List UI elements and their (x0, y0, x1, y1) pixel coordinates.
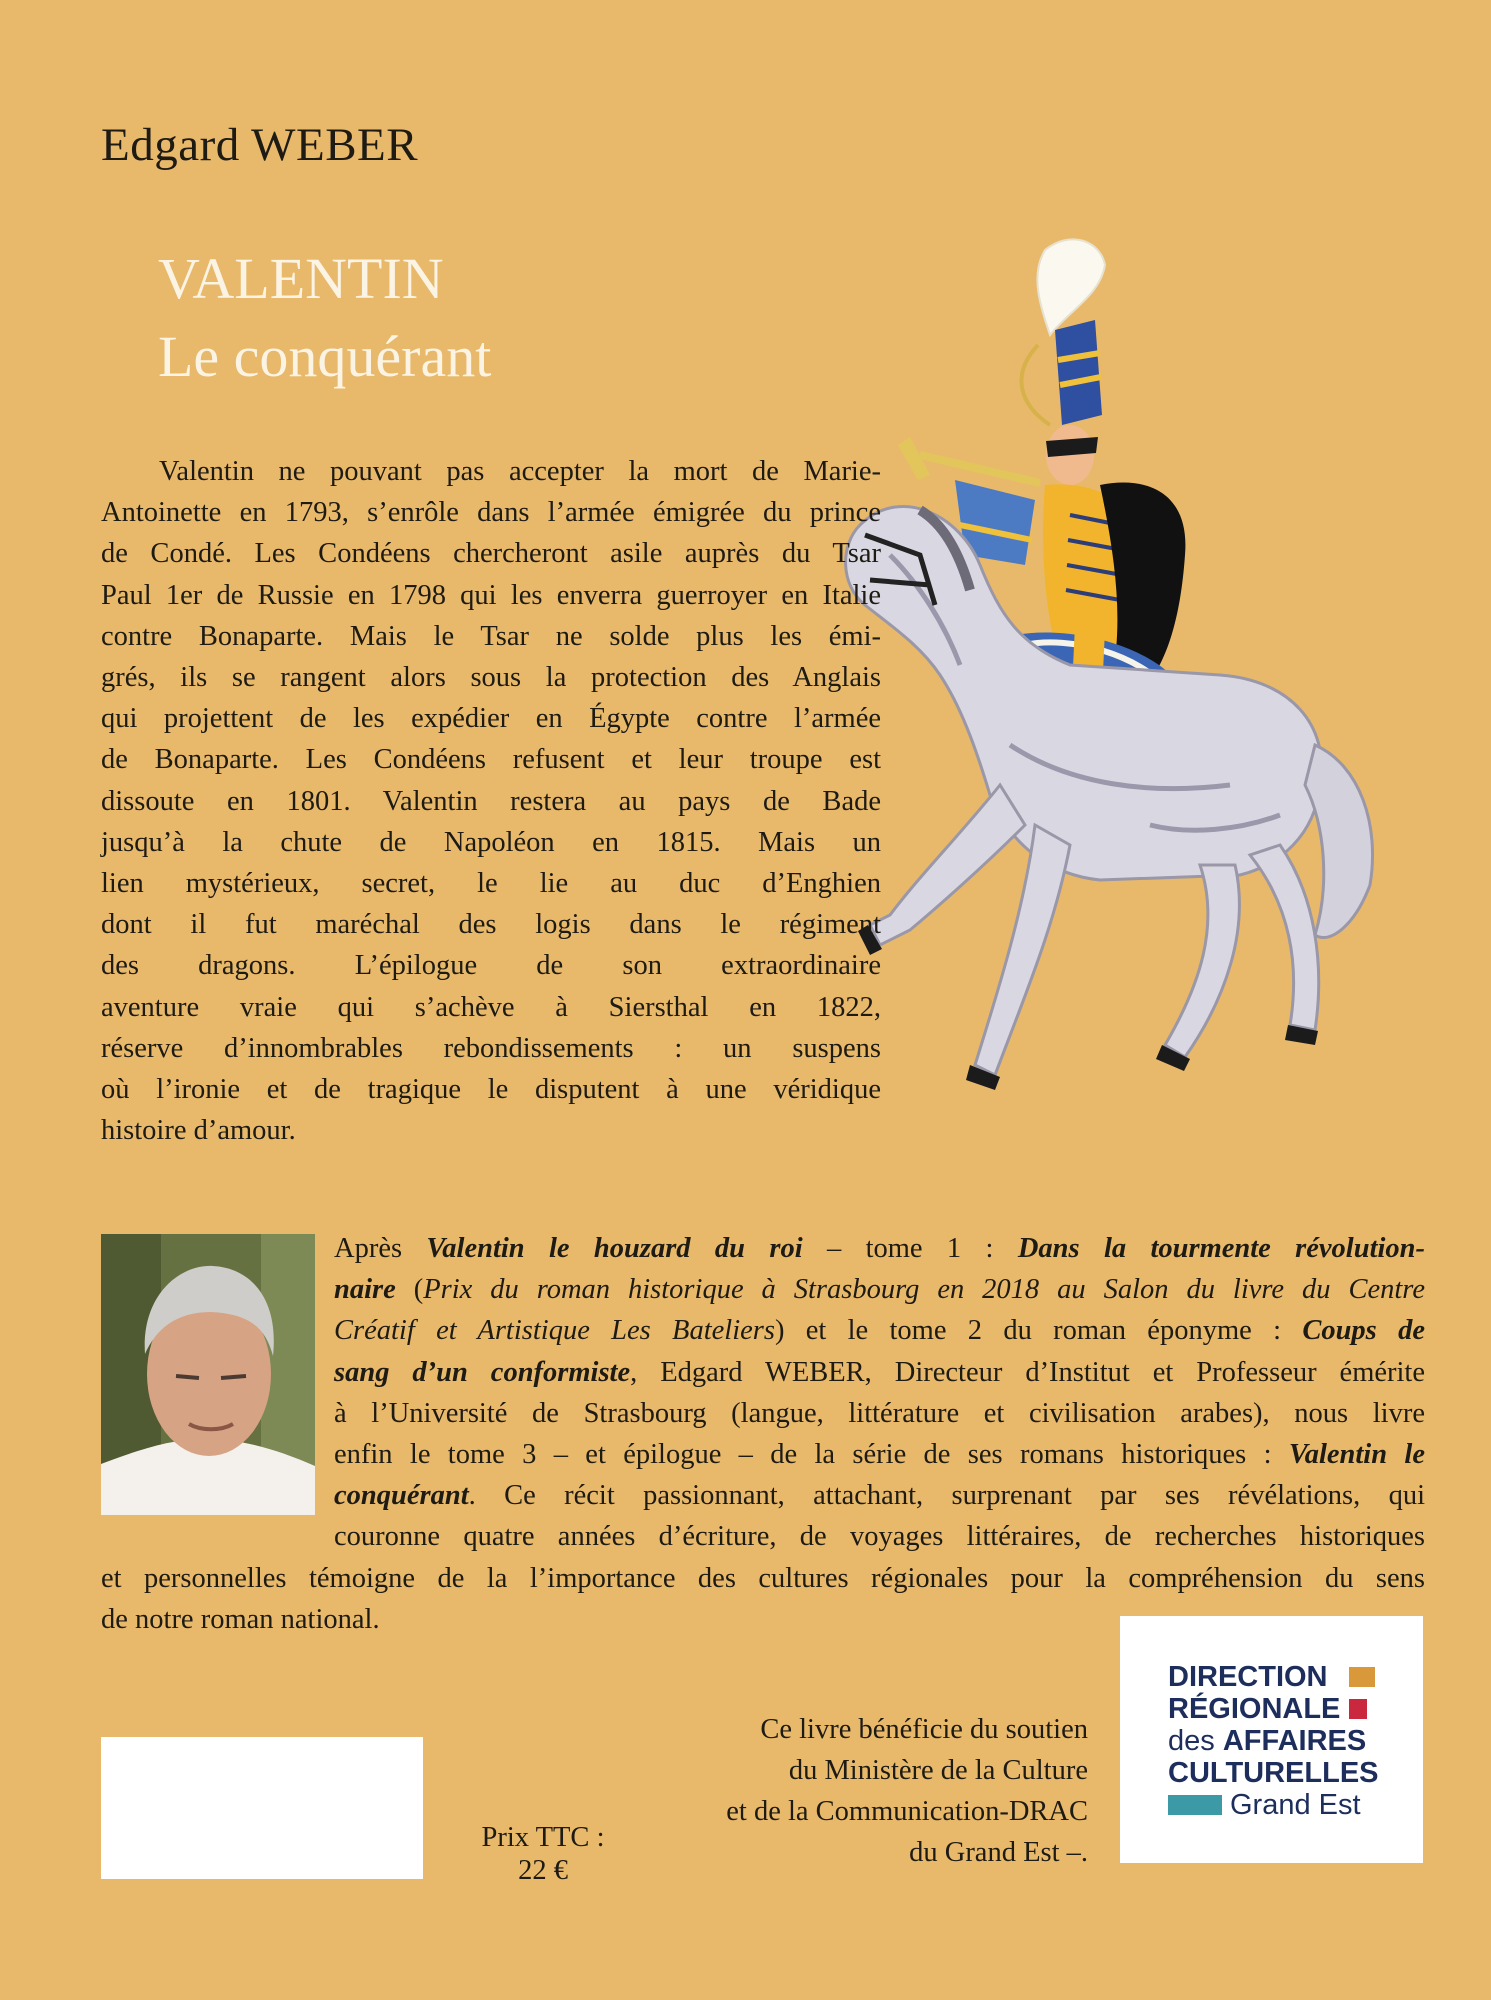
description-line: histoire d’amour. (101, 1115, 296, 1147)
price-value: 22 € (518, 1855, 568, 1886)
description-line: où l’ironie et de tragique le disputent à une véridique (101, 1074, 881, 1106)
drac-line-4: CULTURELLES (1168, 1757, 1379, 1789)
bio-line: Créatif et Artistique Les Bateliers) et le tome 2 du roman éponyme : Coups de (334, 1315, 1425, 1347)
drac-line-3: des AFFAIRES (1168, 1725, 1367, 1757)
description-line: des dragons. L’épilogue de son extraordinaire (101, 950, 881, 982)
description-line: Paul 1er de Russie en 1798 qui les enverra guerroyer en Italie (101, 579, 881, 611)
drac-orange-square (1349, 1667, 1375, 1687)
book-subtitle: Le conquérant (158, 324, 492, 389)
bio-line: sang d’un conformiste, Edgard WEBER, Directeur d’Institut et Professeur émérite (334, 1356, 1425, 1388)
drac-line-5: Grand Est (1230, 1789, 1361, 1821)
description-line: réserve d’innombrables rebondissements : un suspens (101, 1032, 881, 1064)
drac-line-2: RÉGIONALE (1168, 1693, 1341, 1725)
drac-line-1: DIRECTION (1168, 1661, 1328, 1693)
book-title-block (158, 240, 491, 396)
author-bio (101, 1228, 1425, 1640)
description-line: dont il fut maréchal des logis dans le régiment (101, 909, 881, 941)
description-line: contre Bonaparte. Mais le Tsar ne solde plus les émi- (101, 620, 881, 652)
description-line: de Condé. Les Condéens chercheront asile auprès du Tsar (101, 538, 881, 570)
support-line: et de la Communication-DRAC (726, 1796, 1088, 1827)
description-line: Valentin ne pouvant pas accepter la mort de Marie- (159, 456, 881, 487)
price-label: Prix TTC : (481, 1822, 605, 1853)
support-line: du Grand Est –. (909, 1837, 1088, 1868)
description-line: grés, ils se rangent alors sous la protection des Anglais (101, 662, 881, 694)
bio-line: naire (Prix du roman historique à Strasbourg en 2018 au Salon du livre du Centre (334, 1274, 1425, 1306)
description-line: dissoute en 1801. Valentin restera au pays de Bade (101, 785, 881, 817)
support-line: Ce livre bénéficie du soutien (760, 1714, 1088, 1745)
bio-line: et personnelles témoigne de la l’importance des cultures régionales pour la compréhension du sens (101, 1562, 1425, 1594)
bio-line: couronne quatre années d’écriture, de voyages littéraires, de recherches historiques (334, 1521, 1425, 1553)
bio-line: de notre roman national. (101, 1603, 380, 1635)
author-name: Edgard WEBER (101, 119, 419, 171)
description-line: aventure vraie qui s’achève à Siersthal en 1822, (101, 991, 881, 1023)
description-line: jusqu’à la chute de Napoléon en 1815. Mais un (101, 826, 881, 858)
bio-line: Après Valentin le houzard du roi – tome 1 : Dans la tourmente révolution- (334, 1233, 1426, 1264)
description-line: de Bonaparte. Les Condéens refusent et leur troupe est (101, 744, 881, 776)
drac-teal-bar (1168, 1795, 1222, 1815)
barcode-area (101, 1737, 423, 1879)
bio-line: enfin le tome 3 – et épilogue – de la série de ses romans historiques : Valentin le (334, 1439, 1425, 1471)
support-notice (640, 1709, 1088, 1873)
description-line: qui projettent de les expédier en Égypte contre l’armée (101, 703, 881, 735)
bio-line: conquérant. Ce récit passionnant, attachant, surprenant par ses révélations, qui (334, 1480, 1425, 1512)
description-line: lien mystérieux, secret, le lie au duc d’Enghien (101, 868, 881, 900)
support-line: du Ministère de la Culture (788, 1755, 1088, 1786)
book-title: VALENTIN (158, 246, 444, 311)
bio-line: à l’Université de Strasbourg (langue, littérature et civilisation arabes), nous livre (334, 1397, 1425, 1429)
drac-logo (1120, 1616, 1423, 1863)
description-line: Antoinette en 1793, s’enrôle dans l’armée émigrée du prince (101, 497, 881, 529)
description-text (101, 451, 881, 1151)
price-block (458, 1821, 628, 1887)
drac-red-square (1349, 1699, 1367, 1719)
